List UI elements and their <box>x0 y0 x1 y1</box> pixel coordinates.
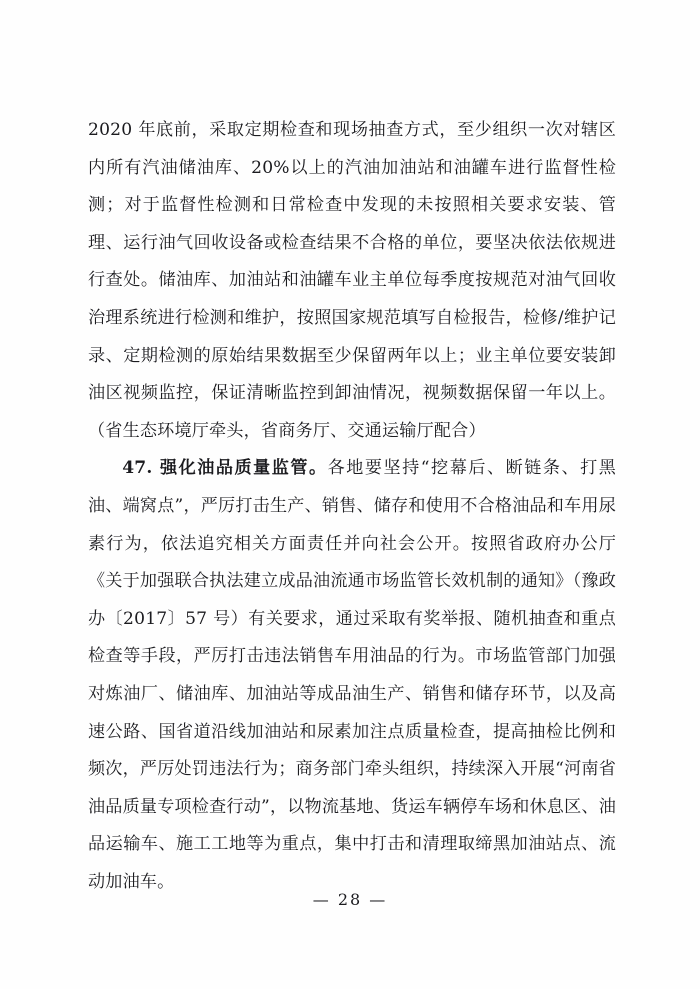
paragraph-body-text: 各地要坚持“挖幕后、断链条、打黑油、端窝点”，严厉打击生产、销售、储存和使用不合格油品和车用尿素行为，依法追究相关方面责任并向社会公开。按照省政府办公厅《关于加强联合执法建立成品油流通市场监管长效机制的通知》（豫政办〔2017〕57 号）有关要求，通过采取有奖举报、随机抽查和重点检查等手段，严厉打击违法销售车用油品的行为。市场监管部门加强对炼油厂、储油库、加油站等成品油生产、销售和储存环节，以及高速公路、国省道沿线加油站和尿素加注点质量检查，提高抽检比例和频次，严厉处罚违法行为；商务部门牵头组织，持续深入开展“河南省油品质量专项检查行动”，以物流基地、货运车辆停车场和休息区、油品运输车、施工工地等为重点，集中打击和清理取缔黑加油站点、流动加油车。 <box>88 458 616 892</box>
paragraph-fuel-quality-supervision <box>88 450 616 901</box>
paragraph-oil-vapor-recovery: 2020 年底前，采取定期检查和现场抽查方式，至少组织一次对辖区内所有汽油储油库、20%以上的汽油加油站和油罐车进行监督性检测；对于监督性检测和日常检查中发现的未按照相关要求安装、管理、运行油气回收设备或检查结果不合格的单位，要坚决依法依规进行查处。储油库、加油站和油罐车业主单位每季度按规范对油气回收治理系统进行检测和维护，按照国家规范填写自检报告，检修/维护记录、定期检测的原始结果数据至少保留两年以上；业主单位要安装卸油区视频监控，保证清晰监控到卸油情况，视频数据保留一年以上。（省生态环境厅牵头，省商务厅、交通运输厅配合） <box>88 120 616 441</box>
page-number: — 28 — <box>312 890 388 909</box>
paragraph-lead-label: 47. 强化油品质量监管。 <box>122 458 328 479</box>
page-content <box>88 112 616 901</box>
